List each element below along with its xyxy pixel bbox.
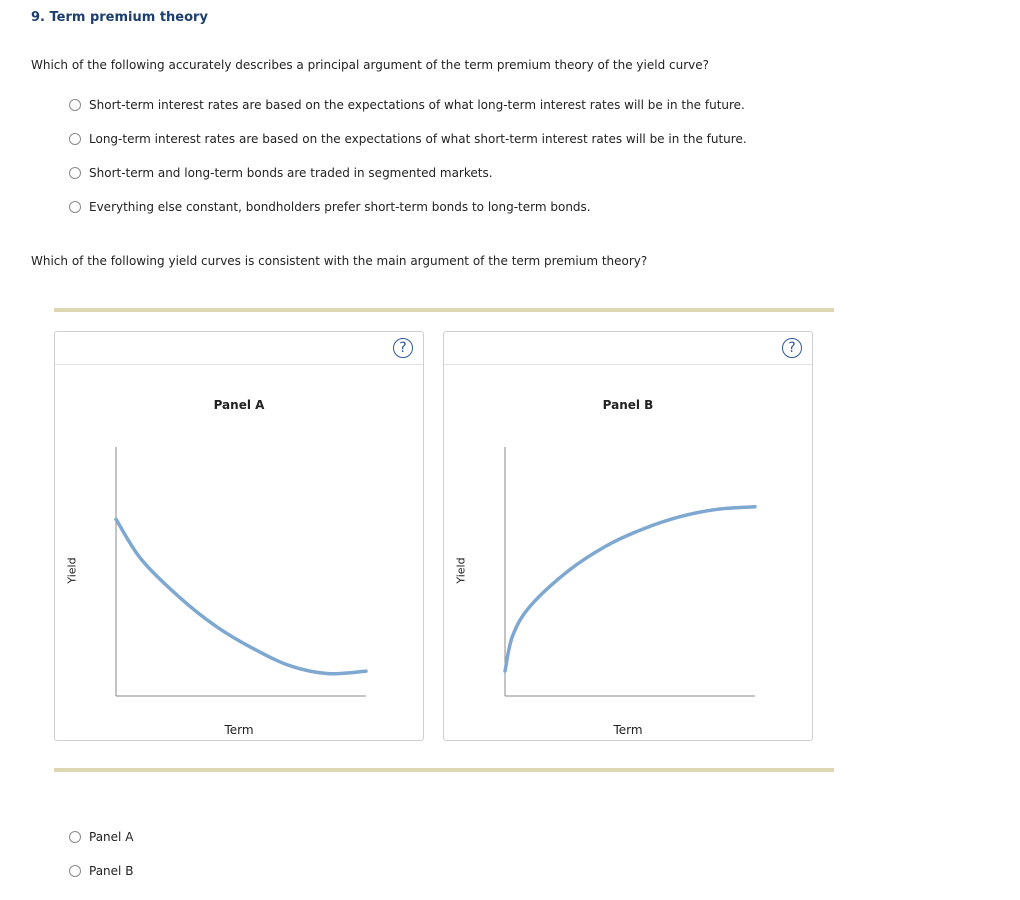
question-1-prompt: Which of the following accurately describes a principal argument of the term premium theory of the yield curve? [31,58,709,72]
divider-bottom [54,768,834,772]
option-label: Short-term interest rates are based on the expectations of what long-term interest rates will be in the future. [89,98,745,112]
radio-button[interactable] [69,167,81,179]
help-button[interactable]: ? [393,338,413,358]
panel-a [54,331,424,741]
radio-button[interactable] [69,99,81,111]
radio-button[interactable] [69,133,81,145]
y-axis-label: Yield [65,557,79,584]
option-label: Short-term and long-term bonds are traded in segmented markets. [89,166,493,180]
x-axis-label: Term [224,723,254,737]
help-button[interactable]: ? [782,338,802,358]
q1-option-4[interactable] [69,199,591,215]
radio-button[interactable] [69,831,81,843]
option-label: Panel B [89,864,134,878]
option-label: Everything else constant, bondholders prefer short-term bonds to long-term bonds. [89,200,591,214]
question-title: 9. Term premium theory [31,10,208,25]
y-axis-label: Yield [454,557,468,584]
question-2-prompt: Which of the following yield curves is consistent with the main argument of the term premium theory? [31,254,648,268]
panel-title: Panel A [213,398,265,412]
yield-curve-line [116,519,366,674]
q2-option-panel-a[interactable] [69,829,133,845]
q1-option-2[interactable] [69,131,747,147]
panel-title: Panel B [602,398,654,412]
divider-top [54,308,834,312]
chart-panel-b [444,332,814,742]
q2-option-panel-b[interactable] [69,863,133,879]
radio-button[interactable] [69,201,81,213]
radio-button[interactable] [69,865,81,877]
x-axis-label: Term [613,723,643,737]
option-label: Long-term interest rates are based on the expectations of what short-term interest rates will be in the future. [89,132,747,146]
yield-curve-line [505,507,755,671]
option-label: Panel A [89,830,134,844]
q1-option-3[interactable] [69,165,493,181]
panel-b [443,331,813,741]
q1-option-1[interactable] [69,97,745,113]
chart-panel-a [55,332,425,742]
